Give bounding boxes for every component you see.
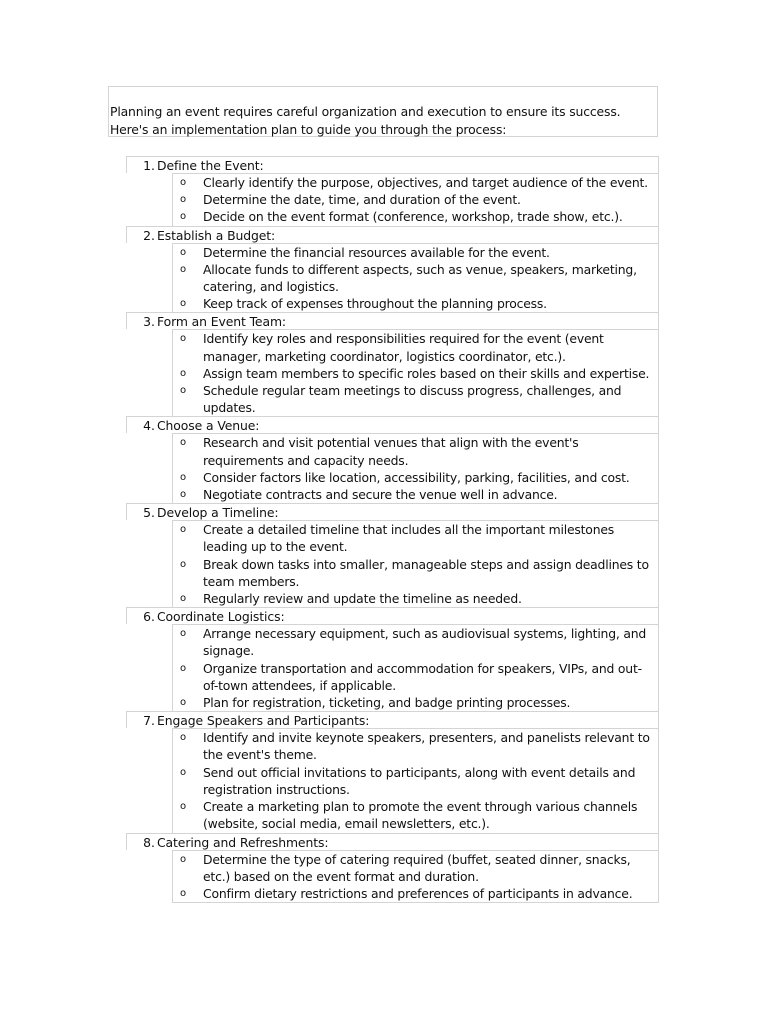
bullet-icon: o <box>180 853 186 865</box>
intro-paragraph: Planning an event requires careful organization and execution to ensure its success. Here's an implementation plan to guide you through the process: <box>110 104 621 137</box>
section-items <box>172 329 659 416</box>
list-item <box>173 244 658 261</box>
plan-section <box>0 226 768 313</box>
section-number: 8. <box>143 834 155 850</box>
plan-section <box>0 416 768 503</box>
bullet-icon: o <box>180 385 186 397</box>
list-item <box>173 261 658 295</box>
list-item <box>173 174 658 191</box>
list-item-text: Allocate funds to different aspects, such as venue, speakers, marketing, catering, and logistics. <box>203 261 637 295</box>
section-number: 4. <box>143 418 155 434</box>
list-item <box>173 851 658 885</box>
list-item <box>173 764 658 798</box>
plan-section <box>0 312 768 416</box>
section-heading <box>126 503 659 520</box>
list-item-text: Organize transportation and accommodation for speakers, VIPs, and out-of-town attendees, if applicable. <box>203 660 642 693</box>
section-items <box>172 433 659 503</box>
plan-section <box>0 503 768 607</box>
list-item <box>173 191 658 208</box>
section-number: 2. <box>143 227 155 243</box>
section-title: Define the Event: <box>157 158 264 173</box>
section-number: 6. <box>143 609 155 625</box>
section-items <box>172 243 659 313</box>
plan-section <box>0 833 768 904</box>
section-heading <box>126 711 659 728</box>
list-item <box>173 469 658 486</box>
bullet-icon: o <box>180 524 186 536</box>
list-item <box>173 295 658 312</box>
bullet-icon: o <box>180 489 186 501</box>
plan-section <box>0 607 768 711</box>
list-item-text: Confirm dietary restrictions and preferences of participants in advance. <box>203 885 633 901</box>
section-items <box>172 520 659 607</box>
bullet-icon: o <box>180 662 186 674</box>
list-item <box>173 486 658 503</box>
bullet-icon: o <box>180 298 186 310</box>
list-item-text: Determine the date, time, and duration of the event. <box>203 192 521 208</box>
section-heading <box>126 226 659 243</box>
list-item-text: Clearly identify the purpose, objectives, and target audience of the event. <box>203 175 648 190</box>
list-item <box>173 729 658 763</box>
list-item <box>173 434 658 468</box>
list-item <box>173 365 658 382</box>
list-item-text: Decide on the event format (conference, workshop, trade show, etc.). <box>203 209 623 225</box>
list-item-text: Plan for registration, ticketing, and badge printing processes. <box>203 695 571 711</box>
bullet-icon: o <box>180 593 186 605</box>
bullet-icon: o <box>180 211 186 223</box>
bullet-icon: o <box>180 437 186 449</box>
section-heading <box>126 312 659 329</box>
list-item <box>173 521 658 555</box>
bullet-icon: o <box>180 732 186 744</box>
bullet-icon: o <box>180 766 186 778</box>
section-heading <box>126 156 659 173</box>
list-item-text: Consider factors like location, accessibility, parking, facilities, and cost. <box>203 469 630 485</box>
section-heading <box>126 833 659 850</box>
list-item <box>173 382 658 416</box>
plan-section <box>0 156 768 226</box>
section-title: Develop a Timeline: <box>157 505 279 521</box>
list-item-text: Identify key roles and responsibilities required for the event (event manager, marketing coordinator, logistics coordinator, etc.). <box>203 331 604 364</box>
bullet-icon: o <box>180 367 186 379</box>
list-item <box>173 694 658 711</box>
section-title: Choose a Venue: <box>157 418 260 434</box>
bullet-icon: o <box>180 177 186 188</box>
list-item <box>173 625 658 659</box>
bullet-icon: o <box>180 628 186 640</box>
list-item-text: Identify and invite keynote speakers, presenters, and panelists relevant to the event's theme. <box>203 730 650 763</box>
bullet-icon: o <box>180 263 186 275</box>
list-item <box>173 590 658 607</box>
bullet-icon: o <box>180 333 186 345</box>
section-items <box>172 728 659 832</box>
list-item <box>173 660 658 694</box>
list-item-text: Regularly review and update the timeline as needed. <box>203 591 522 607</box>
section-number: 1. <box>143 158 155 173</box>
list-item-text: Break down tasks into smaller, manageable steps and assign deadlines to team members. <box>203 556 649 589</box>
list-item-text: Create a marketing plan to promote the event through various channels (website, social media, email newsletters, etc.). <box>203 799 638 832</box>
list-item <box>173 556 658 590</box>
list-item-text: Assign team members to specific roles based on their skills and expertise. <box>203 365 650 381</box>
section-number: 7. <box>143 713 155 729</box>
bullet-icon: o <box>180 801 186 813</box>
list-item-text: Create a detailed timeline that includes all the important milestones leading up to the event. <box>203 522 615 555</box>
list-item-text: Schedule regular team meetings to discuss progress, challenges, and updates. <box>203 383 622 416</box>
section-heading <box>126 607 659 624</box>
bullet-icon: o <box>180 558 186 570</box>
list-item-text: Negotiate contracts and secure the venue well in advance. <box>203 487 558 503</box>
section-title: Form an Event Team: <box>157 314 286 330</box>
plan-section <box>0 711 768 832</box>
implementation-plan-list <box>0 156 768 903</box>
section-title: Catering and Refreshments: <box>157 834 329 850</box>
bullet-icon: o <box>180 194 186 206</box>
bullet-icon: o <box>180 887 186 899</box>
list-item-text: Determine the type of catering required (buffet, seated dinner, snacks, etc.) based on the event format and duration. <box>203 851 631 884</box>
list-item-text: Research and visit potential venues that align with the event's requirements and capacity needs. <box>203 435 579 468</box>
list-item-text: Determine the financial resources available for the event. <box>203 244 550 260</box>
list-item-text: Send out official invitations to participants, along with event details and registration instructions. <box>203 764 636 797</box>
list-item <box>173 208 658 225</box>
section-heading <box>126 416 659 433</box>
bullet-icon: o <box>180 697 186 709</box>
section-items <box>172 173 659 226</box>
bullet-icon: o <box>180 471 186 483</box>
section-number: 5. <box>143 505 155 521</box>
list-item-text: Keep track of expenses throughout the planning process. <box>203 296 547 312</box>
section-title: Engage Speakers and Participants: <box>157 713 370 729</box>
list-item <box>173 798 658 832</box>
section-items <box>172 850 659 904</box>
section-title: Coordinate Logistics: <box>157 609 285 625</box>
section-items <box>172 624 659 711</box>
section-number: 3. <box>143 314 155 330</box>
list-item-text: Arrange necessary equipment, such as audiovisual systems, lighting, and signage. <box>203 626 647 659</box>
list-item <box>173 885 658 902</box>
bullet-icon: o <box>180 246 186 258</box>
section-title: Establish a Budget: <box>157 227 276 243</box>
list-item <box>173 330 658 364</box>
